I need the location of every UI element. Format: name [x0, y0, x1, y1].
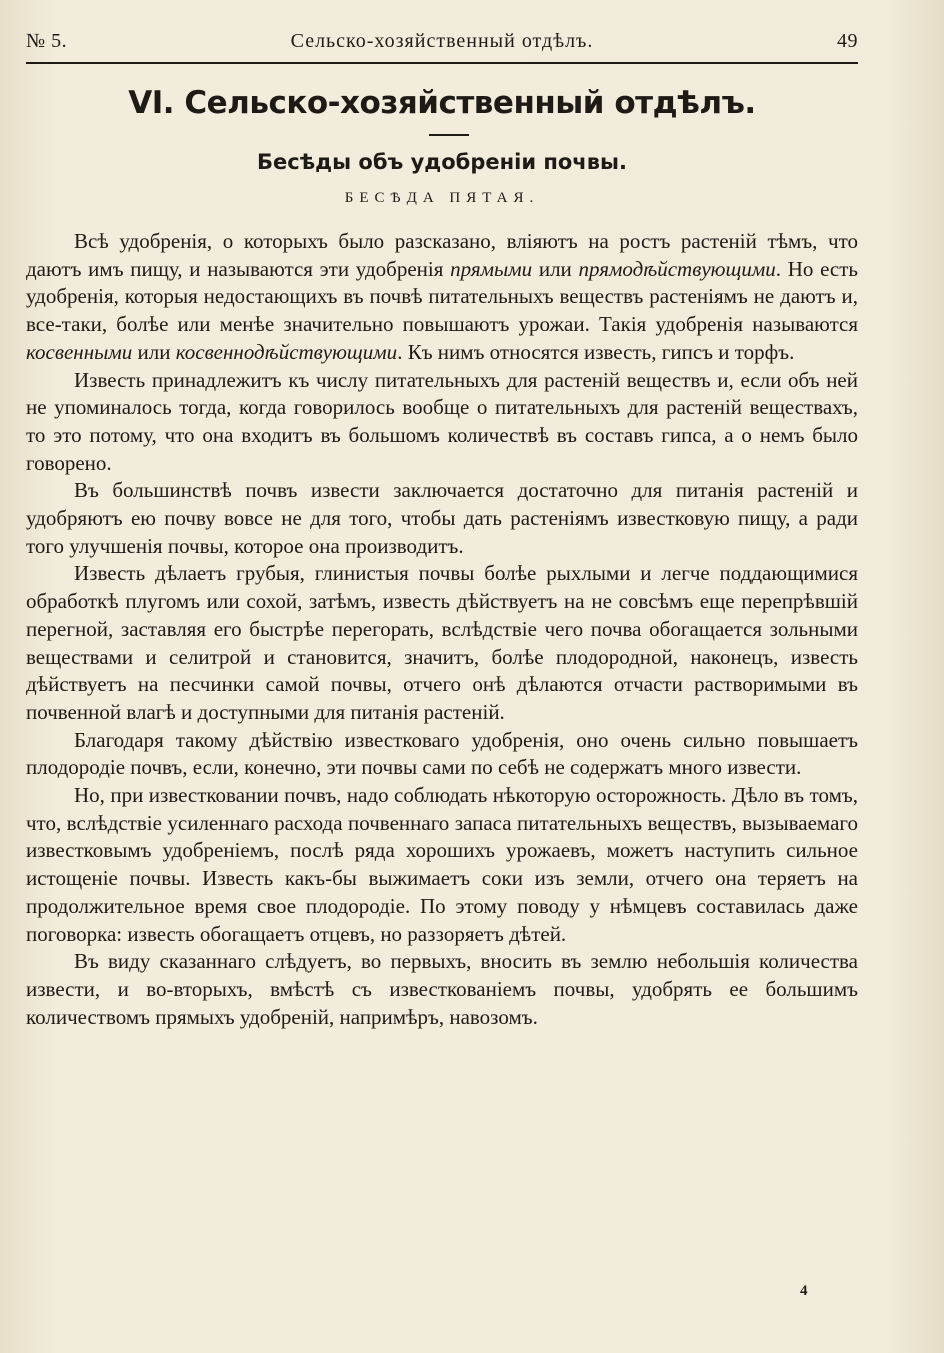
paragraph-5: Благодаря такому дѣйствію известковаго удобренія, оно очень сильно повышаетъ плодородіе почвъ, если, конечно, эти почвы сами по себѣ не содержатъ много извести. — [26, 727, 858, 780]
paragraph-6: Но, при известковании почвъ, надо соблюдать нѣкоторую осторожность. Дѣло въ томъ, что, вслѣдствіе усиленнаго расхода почвеннаго запаса питательныхъ веществъ, вызываемаго известковымъ удобреніемъ, послѣ ряда хорошихъ урожаевъ, можетъ наступить сильное истощеніе почвы. Известь какъ-бы выжимаетъ соки изъ земли, отчего она теряетъ на продолжительное время свое плодородіе. По этому поводу у нѣмцевъ составилась даже поговорка: известь обогащаетъ отцевъ, но раззоряетъ дѣтей. — [26, 783, 858, 946]
running-head — [26, 30, 858, 60]
page-number: 49 — [837, 30, 858, 52]
header-rule — [26, 62, 858, 64]
paragraph-2: Известь принадлежитъ къ числу питательныхъ для растеній веществъ и, если объ ней не упоминалось тогда, когда говорилось вообще о питательныхъ для растеній веществахъ, то это потому, что она входитъ въ большомъ количествѣ въ составъ гипса, а о немъ было говорено. — [26, 367, 858, 475]
paragraph-1-text-c: . Но есть удобренія, которыя недостающихъ въ почвѣ питательныхъ веществъ растеніямъ не даютъ и, все-таки, болѣе или менѣе значительно повышаютъ урожаи. Такія удобренія называются — [26, 256, 858, 337]
title-divider — [429, 134, 469, 136]
issue-number: № 5. — [26, 30, 68, 52]
paragraph-1-text-e: . Къ нимъ относятся известь, гипсъ и торфъ. — [397, 339, 795, 364]
running-head-title: Сельско-хозяйственный отдѣлъ. — [290, 30, 594, 52]
paragraph-4: Известь дѣлаетъ грубыя, глинистыя почвы болѣе рыхлыми и легче поддающимися обработкѣ плугомъ или сохой, затѣмъ, известь дѣйствуетъ на не совсѣмъ еще перепрѣвшій перегной, заставляя его быстрѣе перегорать, вслѣдствіе чего почва обогащается зольными веществами и селитрой и становится, значитъ, болѣе плодородной, наконецъ, известь дѣйствуетъ на песчинки самой почвы, отчего онѣ дѣлаются отчасти растворимыми въ почвенной влагѣ и доступными для питанія растеній. — [26, 561, 858, 724]
signature-mark: 4 — [800, 1283, 808, 1299]
emphasis-indirect-acting: косвеннодѣйствующими — [175, 339, 398, 364]
paragraph-1-text-d: или — [132, 339, 176, 364]
article-body — [26, 228, 858, 1031]
paragraph-1-text-a: Всѣ удобренія, о которыхъ было разсказано, вліяютъ на ростъ растеній тѣмъ, что даютъ имъ пищу, и называются эти удобренія — [26, 229, 858, 281]
paragraph-1-text-b: или — [532, 256, 579, 281]
emphasis-indirect: косвенными — [26, 339, 133, 364]
section-title: VI. Сельско-хозяйственный отдѣлъ. — [128, 85, 756, 121]
emphasis-direct-acting: прямодѣйствующими — [578, 256, 776, 281]
emphasis-direct: прямыми — [450, 256, 533, 281]
paragraph-3: Въ большинствѣ почвъ извести заключается достаточно для питанія растеній и удобряютъ ею почву вовсе не для того, чтобы дать растеніямъ известковую пищу, а ради того улучшенія почвы, которое она производитъ. — [26, 478, 858, 558]
paragraph-1 — [26, 228, 858, 367]
article-title: Бесѣды объ удобреніи почвы. — [257, 150, 627, 174]
paragraph-7: Въ виду сказаннаго слѣдуетъ, во первыхъ, вносить въ землю небольшія количества извести, и во-вторыхъ, вмѣстѣ съ известкованіемъ почвы, удобрять ее большимъ количествомъ прямыхъ удобреній, напримѣръ, навозомъ. — [26, 949, 858, 1029]
article-subheading: БЕСѢДА ПЯТАЯ. — [344, 190, 540, 206]
